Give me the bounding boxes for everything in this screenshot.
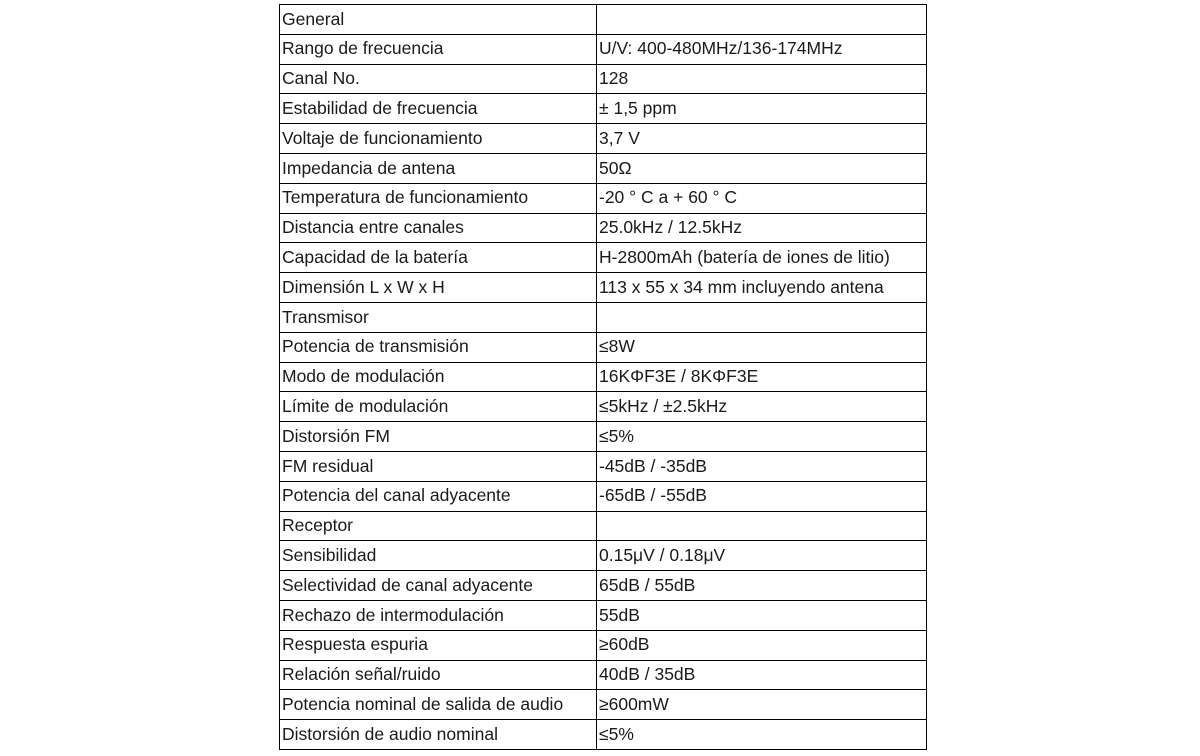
- row-value: ≤5kHz / ±2.5kHz: [597, 392, 927, 422]
- row-value: 55dB: [597, 600, 927, 630]
- row-value: ≤5%: [597, 422, 927, 452]
- row-label: Límite de modulación: [280, 392, 597, 422]
- table-row: [280, 392, 927, 422]
- row-label: Relación señal/ruido: [280, 660, 597, 690]
- row-label: Sensibilidad: [280, 541, 597, 571]
- row-label: Impedancia de antena: [280, 153, 597, 183]
- row-label: Estabilidad de frecuencia: [280, 94, 597, 124]
- row-value: -20 ° C a + 60 ° C: [597, 183, 927, 213]
- row-value: 0.15μV / 0.18μV: [597, 541, 927, 571]
- row-label: Selectividad de canal adyacente: [280, 571, 597, 601]
- row-value: 113 x 55 x 34 mm incluyendo antena: [597, 273, 927, 303]
- table-row: [280, 153, 927, 183]
- row-value: 16KΦF3E / 8KΦF3E: [597, 362, 927, 392]
- row-label: Distorsión FM: [280, 422, 597, 452]
- row-label: Potencia nominal de salida de audio: [280, 690, 597, 720]
- table-row: [280, 600, 927, 630]
- row-value: 40dB / 35dB: [597, 660, 927, 690]
- table-row: [280, 332, 927, 362]
- row-value: -45dB / -35dB: [597, 451, 927, 481]
- table-row: [280, 571, 927, 601]
- row-label: Potencia de transmisión: [280, 332, 597, 362]
- table-row: [280, 630, 927, 660]
- spec-table: [279, 4, 927, 750]
- row-label: Rango de frecuencia: [280, 34, 597, 64]
- row-label: Receptor: [280, 511, 597, 541]
- table-row: [280, 183, 927, 213]
- row-value: 3,7 V: [597, 124, 927, 154]
- row-label: Modo de modulación: [280, 362, 597, 392]
- table-row: [280, 481, 927, 511]
- row-label: Distancia entre canales: [280, 213, 597, 243]
- row-value: ≤5%: [597, 720, 927, 750]
- row-value: [597, 511, 927, 541]
- table-row: [280, 541, 927, 571]
- row-value: ≥60dB: [597, 630, 927, 660]
- table-row: [280, 94, 927, 124]
- table-row: [280, 690, 927, 720]
- table-row: [280, 243, 927, 273]
- row-value: 50Ω: [597, 153, 927, 183]
- table-row: [280, 124, 927, 154]
- row-value: ± 1,5 ppm: [597, 94, 927, 124]
- table-row: [280, 5, 927, 35]
- row-label: Rechazo de intermodulación: [280, 600, 597, 630]
- row-label: Voltaje de funcionamiento: [280, 124, 597, 154]
- row-label: Temperatura de funcionamiento: [280, 183, 597, 213]
- table-row: [280, 362, 927, 392]
- row-value: 128: [597, 64, 927, 94]
- table-row: [280, 511, 927, 541]
- row-label: General: [280, 5, 597, 35]
- row-label: Respuesta espuria: [280, 630, 597, 660]
- table-row: [280, 213, 927, 243]
- table-row: [280, 451, 927, 481]
- row-value: ≤8W: [597, 332, 927, 362]
- row-value: -65dB / -55dB: [597, 481, 927, 511]
- row-value: 25.0kHz / 12.5kHz: [597, 213, 927, 243]
- table-row: [280, 273, 927, 303]
- row-value: 65dB / 55dB: [597, 571, 927, 601]
- row-value: [597, 5, 927, 35]
- table-row: [280, 302, 927, 332]
- row-label: Distorsión de audio nominal: [280, 720, 597, 750]
- table-row: [280, 660, 927, 690]
- row-label: Capacidad de la batería: [280, 243, 597, 273]
- row-label: Canal No.: [280, 64, 597, 94]
- table-row: [280, 720, 927, 750]
- row-label: Potencia del canal adyacente: [280, 481, 597, 511]
- row-value: H-2800mAh (batería de iones de litio): [597, 243, 927, 273]
- row-value: [597, 302, 927, 332]
- row-value: ≥600mW: [597, 690, 927, 720]
- row-value: U/V: 400-480MHz/136-174MHz: [597, 34, 927, 64]
- table-row: [280, 34, 927, 64]
- row-label: Dimensión L x W x H: [280, 273, 597, 303]
- row-label: FM residual: [280, 451, 597, 481]
- row-label: Transmisor: [280, 302, 597, 332]
- table-row: [280, 422, 927, 452]
- table-row: [280, 64, 927, 94]
